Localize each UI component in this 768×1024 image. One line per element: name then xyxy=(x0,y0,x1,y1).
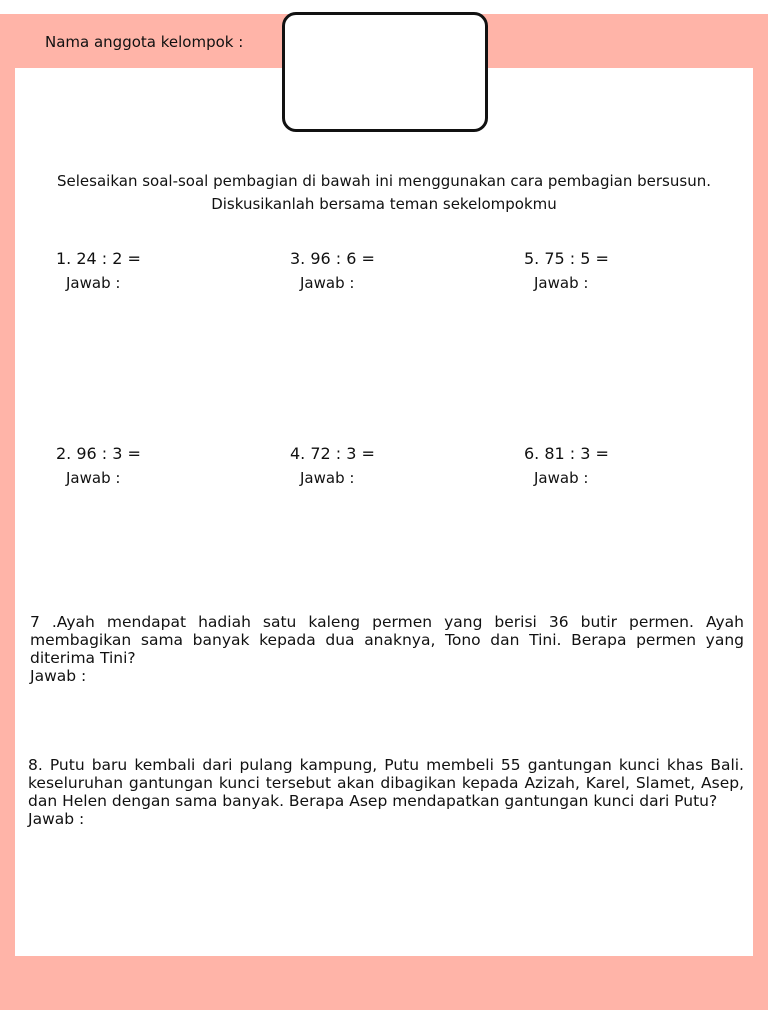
story-problem-8 xyxy=(28,756,744,828)
problem-5 xyxy=(524,247,609,295)
problem-4-text: 4. 72 : 3 = xyxy=(290,444,375,463)
problem-5-answer-label: Jawab : xyxy=(534,274,589,292)
bottom-border-band xyxy=(0,956,768,1010)
story-problem-7-text: 7 .Ayah mendapat hadiah satu kaleng permen yang berisi 36 butir permen. Ayah membagikan sama banyak kepada dua anaknya, Tono dan Tini. Berapa permen yang diterima Tini? xyxy=(30,613,744,667)
problem-2-text: 2. 96 : 3 = xyxy=(56,444,141,463)
problem-6 xyxy=(524,442,609,490)
group-members-box[interactable] xyxy=(282,12,488,132)
left-border-band xyxy=(0,14,15,1010)
problem-3-text: 3. 96 : 6 = xyxy=(290,249,375,268)
problem-2-answer-label: Jawab : xyxy=(66,469,121,487)
problem-1-text: 1. 24 : 2 = xyxy=(56,249,141,268)
problem-6-text: 6. 81 : 3 = xyxy=(524,444,609,463)
problem-3-answer-label: Jawab : xyxy=(300,274,355,292)
story-problem-8-answer-label: Jawab : xyxy=(28,810,85,828)
story-problem-7 xyxy=(30,613,744,685)
problem-1-answer-label: Jawab : xyxy=(66,274,121,292)
problem-3 xyxy=(290,247,375,295)
instructions xyxy=(20,170,748,216)
problem-5-text: 5. 75 : 5 = xyxy=(524,249,609,268)
story-problem-8-text: 8. Putu baru kembali dari pulang kampung, Putu membeli 55 gantungan kunci khas Bali. keseluruhan gantungan kunci tersebut akan dibagikan kepada Azizah, Karel, Slamet, Asep, dan Helen dengan sama banyak. Berapa Asep mendapatkan gantungan kunci dari Putu? xyxy=(28,756,744,810)
right-border-band xyxy=(753,14,768,1010)
instructions-line-2: Diskusikanlah bersama teman sekelompokmu xyxy=(211,195,557,213)
story-problem-7-answer-label: Jawab : xyxy=(30,667,87,685)
instructions-line-1: Selesaikan soal-soal pembagian di bawah ini menggunakan cara pembagian bersusun. xyxy=(57,172,711,190)
group-members-label: Nama anggota kelompok : xyxy=(45,33,244,51)
problem-2 xyxy=(56,442,141,490)
problem-6-answer-label: Jawab : xyxy=(534,469,589,487)
problem-1 xyxy=(56,247,141,295)
problem-4 xyxy=(290,442,375,490)
problem-4-answer-label: Jawab : xyxy=(300,469,355,487)
